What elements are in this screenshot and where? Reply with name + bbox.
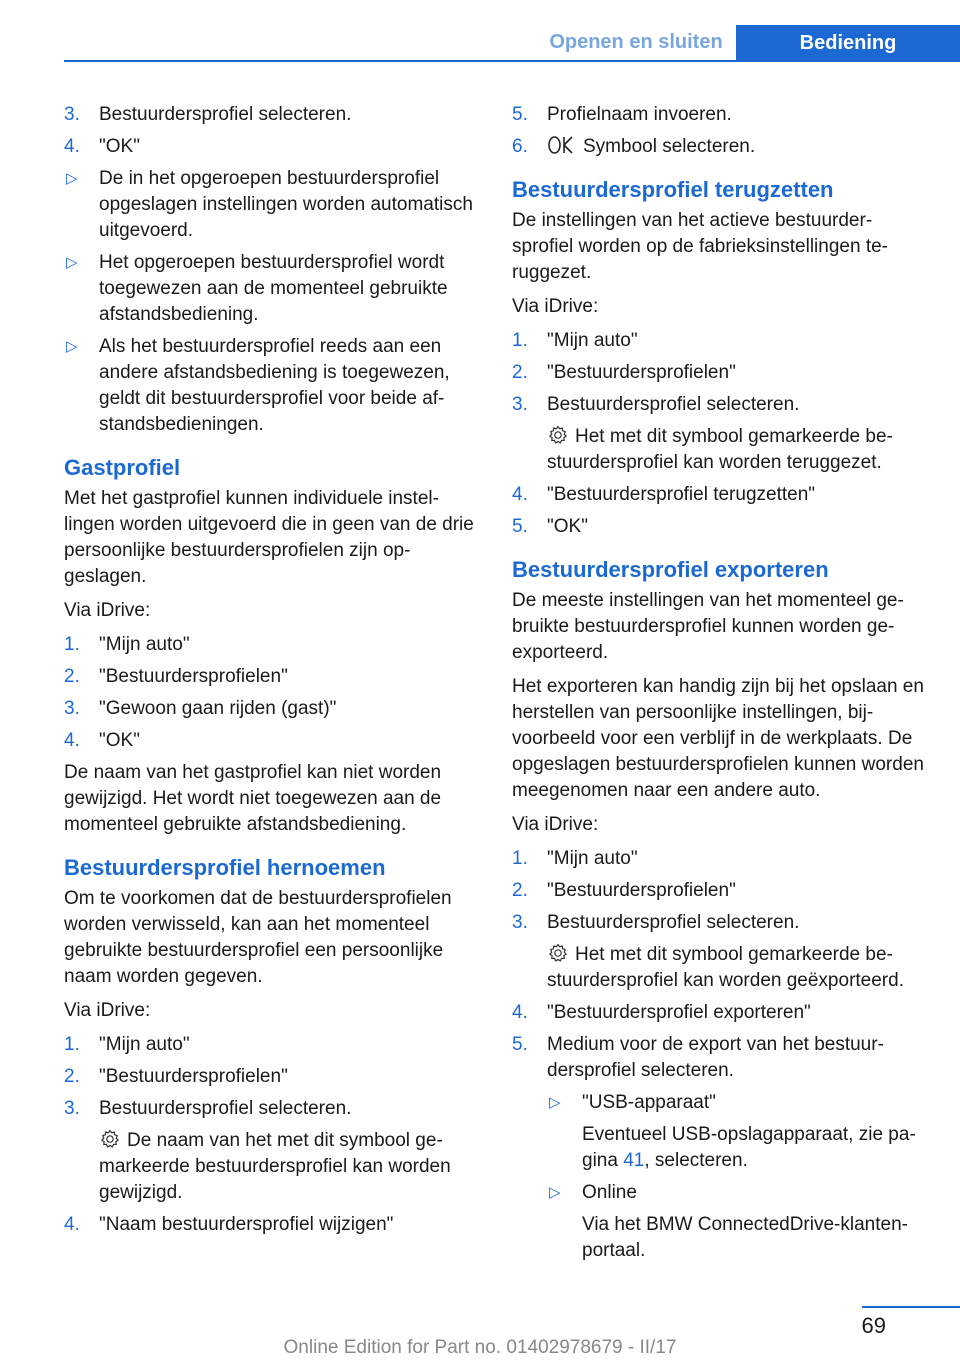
page-number: 69 [861, 1313, 886, 1338]
bullet-text: Het opgeroepen bestuurdersprofiel wordt toegewezen aan de momenteel gebruikte afstandsbediening. [99, 252, 448, 325]
step-text: "Mijn auto" [99, 1034, 190, 1055]
list-item [64, 696, 476, 722]
triangle-right-icon: ▷ [66, 338, 78, 355]
step-number: 4. [512, 1002, 528, 1023]
list-item [512, 392, 924, 418]
list-item [64, 1212, 476, 1238]
step-number: 4. [64, 1214, 80, 1235]
step-number: 2. [512, 362, 528, 383]
step-text: "Mijn auto" [99, 634, 190, 655]
heading-hernoemen: Bestuurdersprofiel hernoemen [64, 855, 386, 880]
header-chapter: Bediening [736, 25, 960, 62]
step-number: 3. [64, 1098, 80, 1119]
list-item [512, 878, 924, 904]
heading-gastprofiel: Gastprofiel [64, 455, 181, 480]
via-idrive: Via iDrive: [64, 600, 151, 621]
step-number: 2. [512, 880, 528, 901]
step-text: "Bestuurdersprofielen" [547, 880, 736, 901]
list-item [64, 1032, 476, 1058]
step-number: 3. [64, 104, 80, 125]
page-link[interactable]: 41 [623, 1150, 645, 1171]
header-rule [64, 60, 960, 62]
step-text: Bestuurdersprofiel selecteren. [547, 912, 800, 933]
step-text: Bestuurdersprofiel selecteren. [99, 1098, 352, 1119]
bullet-text: De in het opgeroepen bestuurdersprofiel opgeslagen instellingen worden automatisch uitgevoerd. [99, 168, 473, 241]
via-idrive: Via iDrive: [512, 814, 599, 835]
step-text: "Bestuurdersprofiel terugzetten" [547, 484, 816, 505]
list-item [64, 664, 476, 690]
step-text: "Mijn auto" [547, 330, 638, 351]
step-number: 5. [512, 1034, 528, 1055]
usb-desc-post: , selecteren. [644, 1150, 748, 1171]
icon-note [547, 942, 924, 994]
list-item [64, 102, 476, 128]
bullet-text: Online [582, 1182, 637, 1203]
bullet-item [547, 1180, 924, 1206]
gear-icon [547, 424, 569, 446]
footer-rule [862, 1306, 960, 1308]
step-text: "OK" [547, 516, 588, 537]
paragraph: De meeste instellingen van het momenteel gebruikte bestuurdersprofiel kunnen worden geexporteerd. [512, 590, 904, 663]
step-text: Bestuurdersprofiel selecteren. [547, 394, 800, 415]
bullet-item [64, 334, 476, 438]
step-number: 3. [512, 394, 528, 415]
step-text: "Bestuurdersprofiel exporteren" [547, 1002, 811, 1023]
bullet-description: Via het BMW ConnectedDrive-klantenportaal. [582, 1214, 908, 1261]
note-text: Het met dit symbool gemarkeerde bestuurdersprofiel kan worden teruggezet. [547, 426, 893, 473]
step-text: Medium voor de export van het bestuurdersprofiel selecteren. [547, 1034, 884, 1081]
list-item [512, 846, 924, 872]
list-item [512, 910, 924, 936]
step-number: 3. [512, 912, 528, 933]
step-number: 2. [64, 1066, 80, 1087]
step-number: 4. [512, 484, 528, 505]
step-number: 1. [512, 330, 528, 351]
step-number: 3. [64, 698, 80, 719]
list-item [64, 632, 476, 658]
note-text: De naam van het met dit symbool gemarkeerde bestuurdersprofiel kan worden gewijzigd. [99, 1130, 451, 1203]
gear-icon [547, 942, 569, 964]
step-text: "Mijn auto" [547, 848, 638, 869]
list-item [512, 514, 924, 540]
step-number: 1. [64, 634, 80, 655]
step-text: "Bestuurdersprofielen" [99, 666, 288, 687]
bullet-text: Als het bestuurdersprofiel reeds aan een andere afstandsbediening is toegewezen, geldt dit bestuurdersprofiel voor beide afstandsbedieningen. [99, 336, 450, 435]
heading-exporteren: Bestuurdersprofiel exporteren [512, 557, 829, 582]
note-text: Het met dit symbool gemarkeerde bestuurdersprofiel kan worden geëxporteerd. [547, 944, 904, 991]
list-item [512, 482, 924, 508]
bullet-item [547, 1090, 924, 1116]
usb-desc-pre: Eventueel USB-opslagapparaat, zie pagina [582, 1124, 916, 1171]
step-number: 4. [64, 730, 80, 751]
step-text: Profielnaam invoeren. [547, 104, 732, 125]
list-item [64, 134, 476, 160]
bullet-description [582, 1122, 924, 1174]
paragraph: De naam van het gastprofiel kan niet worden gewijzigd. Het wordt niet toegewezen aan de momenteel gebruikte afstandsbediening. [64, 762, 442, 835]
list-item [64, 1064, 476, 1090]
bullet-item [64, 166, 476, 244]
triangle-right-icon: ▷ [66, 254, 78, 271]
right-column [512, 102, 924, 1270]
paragraph: Met het gastprofiel kunnen individuele instellingen worden uitgevoerd die in geen van de drie persoonlijke bestuurdersprofielen zijn opgeslagen. [64, 488, 474, 587]
bullet-text: "USB-apparaat" [582, 1092, 716, 1113]
list-item [512, 1000, 924, 1026]
list-item [64, 1096, 476, 1122]
step-number: 6. [512, 136, 528, 157]
icon-note [99, 1128, 476, 1206]
list-item [512, 134, 924, 160]
step-number: 1. [64, 1034, 80, 1055]
triangle-right-icon: ▷ [549, 1184, 561, 1201]
step-text: "Naam bestuurdersprofiel wijzigen" [99, 1214, 394, 1235]
step-text: Symbool selecteren. [583, 136, 756, 157]
list-item [512, 1032, 924, 1084]
list-item [512, 360, 924, 386]
paragraph: Om te voorkomen dat de bestuurdersprofielen worden verwisseld, kan aan het momenteel gebruikte bestuurdersprofiel een persoonlijke naam worden gegeven. [64, 888, 452, 987]
triangle-right-icon: ▷ [66, 170, 78, 187]
triangle-right-icon: ▷ [549, 1094, 561, 1111]
ok-icon [547, 134, 577, 156]
step-number: 2. [64, 666, 80, 687]
heading-terugzetten: Bestuurdersprofiel terugzetten [512, 177, 834, 202]
icon-note [547, 424, 924, 476]
left-column [64, 102, 476, 1244]
paragraph: De instellingen van het actieve bestuurdersprofiel worden op de fabrieksinstellingen teruggezet. [512, 210, 888, 283]
step-text: Bestuurdersprofiel selecteren. [99, 104, 352, 125]
step-text: "OK" [99, 136, 140, 157]
step-text: "OK" [99, 730, 140, 751]
edition-footer: Online Edition for Part no. 01402978679 - II/17 [283, 1337, 677, 1358]
step-text: "Bestuurdersprofielen" [99, 1066, 288, 1087]
list-item [64, 728, 476, 754]
via-idrive: Via iDrive: [64, 1000, 151, 1021]
step-number: 5. [512, 516, 528, 537]
step-text: "Bestuurdersprofielen" [547, 362, 736, 383]
header-section: Openen en sluiten [549, 31, 723, 53]
via-idrive: Via iDrive: [512, 296, 599, 317]
step-number: 1. [512, 848, 528, 869]
list-item [512, 102, 924, 128]
step-number: 4. [64, 136, 80, 157]
paragraph: Het exporteren kan handig zijn bij het opslaan en herstellen van persoonlijke instellingen, bijvoorbeeld voor een verblijf in de werkplaats. De opgeslagen bestuurdersprofielen kunnen worden meegenomen naar een andere auto. [512, 676, 924, 801]
step-text: "Gewoon gaan rijden (gast)" [99, 698, 337, 719]
list-item [512, 328, 924, 354]
gear-icon [99, 1128, 121, 1150]
bullet-item [64, 250, 476, 328]
step-number: 5. [512, 104, 528, 125]
